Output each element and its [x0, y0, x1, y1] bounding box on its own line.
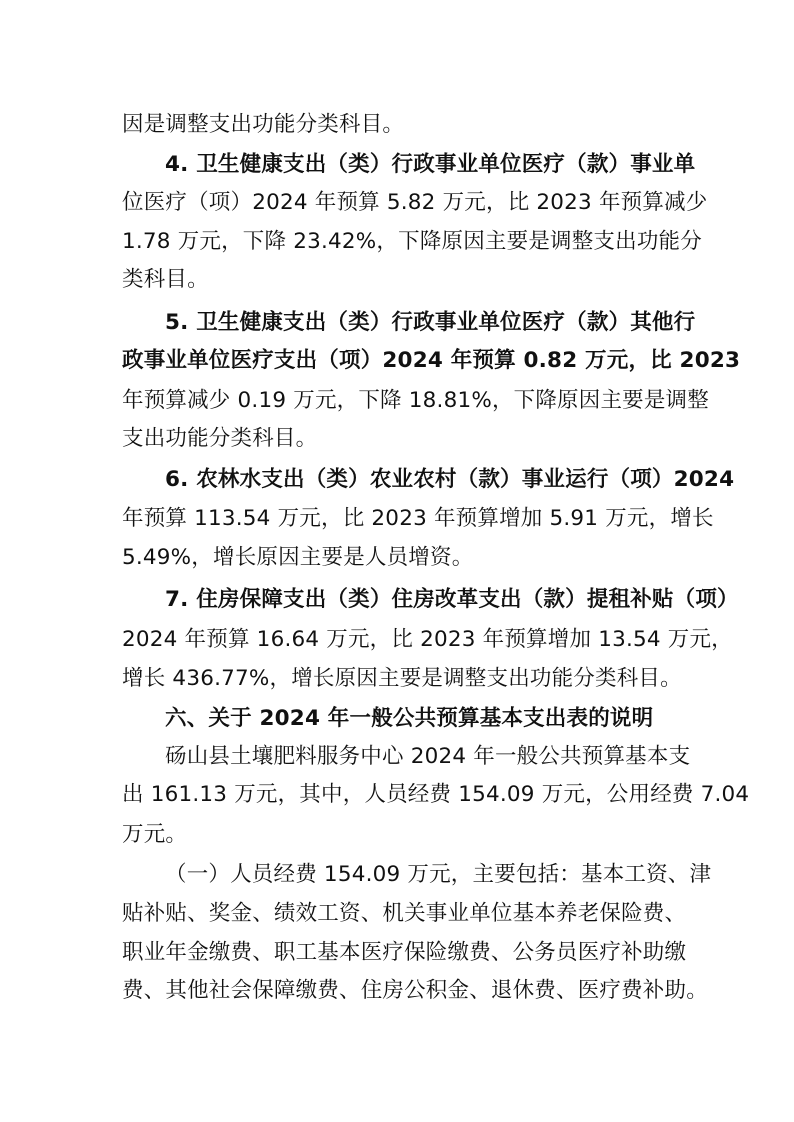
text-line: 7. 住房保障支出（类）住房改革支出（款）提租补贴（项） [165, 587, 739, 612]
text-line: 支出功能分类科目。 [122, 426, 318, 451]
text-line: 位医疗（项）2024 年预算 5.82 万元，比 2023 年预算减少 [122, 190, 708, 215]
text-line: 6. 农林水支出（类）农业农村（款）事业运行（项）2024 [165, 467, 735, 492]
text-line: 年预算减少 0.19 万元，下降 18.81%，下降原因主要是调整 [122, 388, 709, 413]
text-line: 增长 436.77%，增长原因主要是调整支出功能分类科目。 [122, 666, 682, 691]
text-line: 万元。 [122, 822, 188, 847]
text-line: 5. 卫生健康支出（类）行政事业单位医疗（款）其他行 [165, 310, 696, 335]
text-line: 1.78 万元，下降 23.42%，下降原因主要是调整支出功能分 [122, 229, 702, 254]
section-title: 六、关于 2024 年一般公共预算基本支出表的说明 [165, 706, 654, 731]
text-line: 职业年金缴费、职工基本医疗保险缴费、公务员医疗补助缴 [122, 940, 687, 965]
text-line: 4. 卫生健康支出（类）行政事业单位医疗（款）事业单 [165, 152, 696, 177]
text-line: 砀山县土壤肥料服务中心 2024 年一般公共预算基本支 [165, 744, 691, 769]
text-line: 类科目。 [122, 267, 209, 292]
text-line: 2024 年预算 16.64 万元，比 2023 年预算增加 13.54 万元， [122, 627, 733, 652]
text-line: 贴补贴、奖金、绩效工资、机关事业单位基本养老保险费、 [122, 901, 687, 926]
text-line: 因是调整支出功能分类科目。 [122, 112, 405, 137]
text-line: 5.49%，增长原因主要是人员增资。 [122, 545, 474, 570]
text-line: 政事业单位医疗支出（项）2024 年预算 0.82 万元，比 2023 [122, 348, 741, 373]
text-line: 出 161.13 万元，其中，人员经费 154.09 万元，公用经费 7.04 [122, 782, 750, 807]
text-line: 年预算 113.54 万元，比 2023 年预算增加 5.91 万元，增长 [122, 506, 714, 531]
text-line: （一）人员经费 154.09 万元，主要包括：基本工资、津 [165, 862, 712, 887]
text-line: 费、其他社会保障缴费、住房公积金、退休费、医疗费补助。 [122, 978, 708, 1003]
